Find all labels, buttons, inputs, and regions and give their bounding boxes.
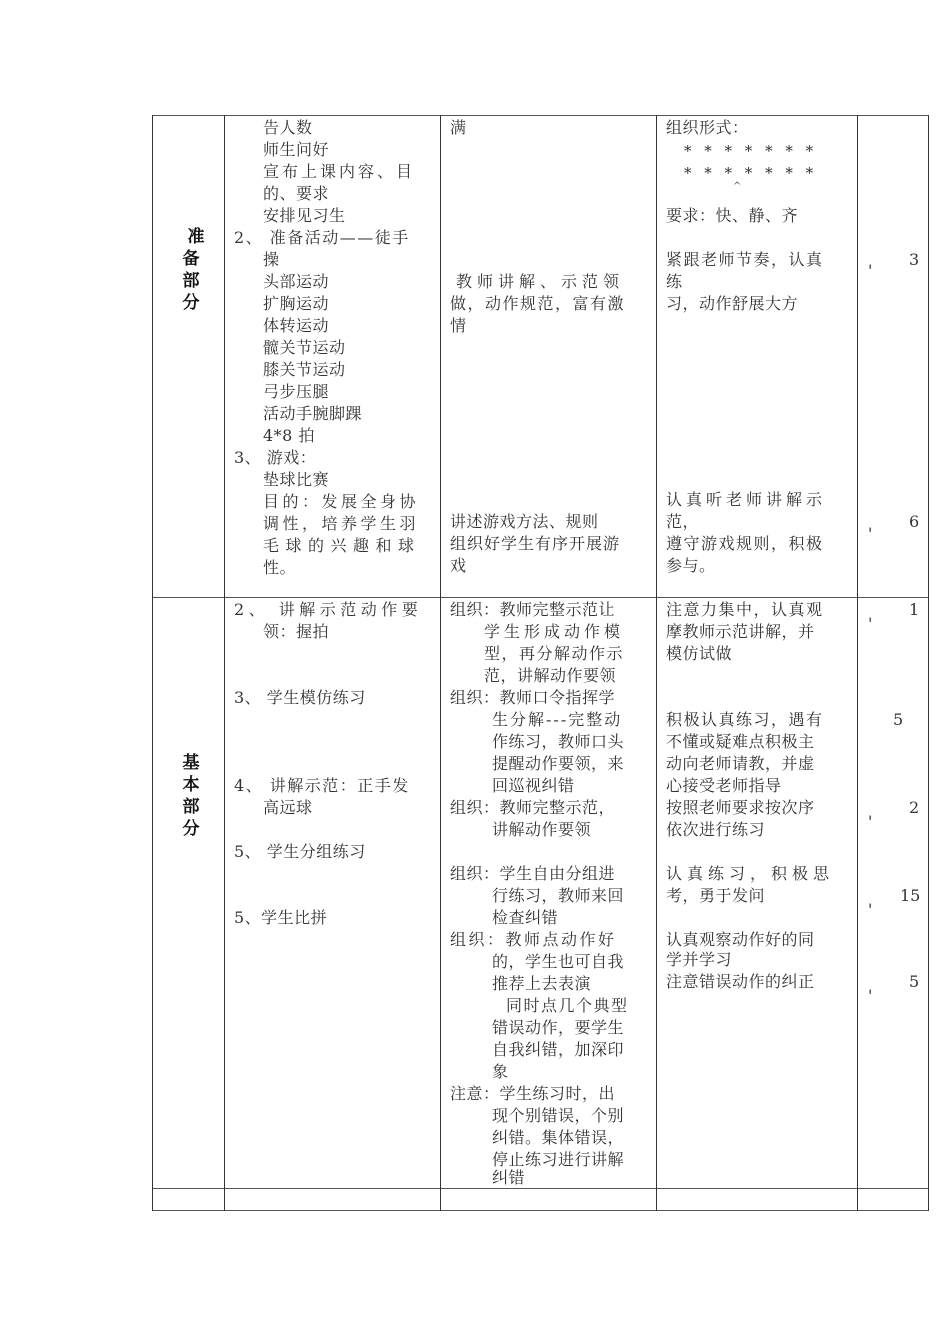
row-divider bbox=[152, 597, 929, 598]
teacher-position-marker: ^ bbox=[733, 181, 742, 192]
teacher-line: 组织：教师完整示范， bbox=[450, 798, 616, 817]
section-title-char: 分 bbox=[182, 819, 200, 839]
teacher-line: 推荐上去表演 bbox=[492, 974, 592, 993]
content-line: 高远球 bbox=[263, 798, 313, 817]
teacher-line: 生分解---完整动 bbox=[492, 710, 623, 729]
content-line: 的、要求 bbox=[263, 184, 330, 203]
student-line: 注意错误动作的纠正 bbox=[666, 972, 815, 991]
student-line: 模仿试做 bbox=[666, 644, 733, 663]
section-title-char: 备 bbox=[182, 249, 200, 269]
column-divider bbox=[440, 115, 441, 1211]
content-line: 扩胸运动 bbox=[263, 294, 330, 313]
student-line: 依次进行练习 bbox=[666, 820, 766, 839]
content-line: 头部运动 bbox=[263, 272, 330, 291]
teacher-line: 组织：教师点动作好 bbox=[450, 930, 617, 949]
teacher-line: 行练习，教师来回 bbox=[492, 886, 625, 905]
student-line: 按照老师要求按次序 bbox=[666, 798, 815, 817]
student-line: 注意力集中，认真观 bbox=[666, 600, 824, 619]
teacher-line: 现个别错误，个别 bbox=[492, 1106, 625, 1125]
student-line: 动向老师请教，并虚 bbox=[666, 754, 815, 773]
content-line: 调性，培养学生羽 bbox=[263, 514, 420, 533]
content-line: 宣布上课内容、目 bbox=[263, 162, 416, 181]
content-line: 5、学生比拼 bbox=[234, 908, 328, 927]
content-line: 4*8 拍 bbox=[263, 426, 315, 445]
section-title-char: 准 bbox=[187, 227, 205, 247]
student-line: 认真听老师讲解示 bbox=[666, 490, 827, 509]
column-divider bbox=[656, 115, 657, 1211]
student-line: 遵守游戏规则，积极 bbox=[666, 534, 824, 553]
content-line: 3、 游戏： bbox=[234, 448, 317, 467]
time-value: 15 bbox=[900, 886, 921, 905]
content-line: 活动手腕脚踝 bbox=[263, 404, 363, 423]
column-divider bbox=[857, 115, 858, 1211]
teacher-line: 做，动作规范，富有激 bbox=[450, 294, 626, 313]
column-divider bbox=[224, 115, 225, 1211]
student-line: 考，勇于发问 bbox=[666, 886, 766, 905]
teacher-line: 纠错 bbox=[492, 1168, 526, 1187]
student-line: 范， bbox=[666, 512, 700, 531]
time-value: 5 bbox=[893, 710, 904, 729]
teacher-line: 纠错。集体错误， bbox=[492, 1128, 625, 1147]
content-line: 5、 学生分组练习 bbox=[234, 842, 366, 861]
student-line: 习，动作舒展大方 bbox=[666, 294, 799, 313]
teacher-line: 注意：学生练习时，出 bbox=[450, 1084, 616, 1103]
section-title-char: 部 bbox=[182, 797, 200, 817]
teacher-line: 提醒动作要领，来 bbox=[492, 754, 625, 773]
student-line: 认真练习，积极思 bbox=[666, 864, 835, 883]
table-bottom-border bbox=[152, 1210, 929, 1211]
teacher-line: 作练习，教师口头 bbox=[492, 732, 625, 751]
content-line: 安排见习生 bbox=[263, 206, 346, 225]
teacher-line: 组织：教师口令指挥学 bbox=[450, 688, 616, 707]
student-line: 学并学习 bbox=[666, 950, 733, 969]
content-line: 3、 学生模仿练习 bbox=[234, 688, 366, 707]
teacher-line: 回巡视纠错 bbox=[492, 776, 575, 795]
teacher-line: 组织好学生有序开展游 bbox=[450, 534, 621, 553]
time-value: 6 bbox=[909, 512, 920, 531]
content-line: 髋关节运动 bbox=[263, 338, 346, 357]
table-top-border bbox=[152, 115, 929, 116]
content-line: 毛球的兴趣和球 bbox=[263, 536, 421, 555]
teacher-line: 范，讲解动作要领 bbox=[484, 666, 617, 685]
student-line: 认真观察动作好的同 bbox=[666, 930, 815, 949]
student-formation-row: * * * * * * * bbox=[684, 164, 818, 182]
time-unit-mark: ' bbox=[868, 900, 873, 919]
time-value: 2 bbox=[909, 798, 920, 817]
time-value: 1 bbox=[909, 600, 920, 619]
content-line: 弓步压腿 bbox=[263, 382, 330, 401]
table-left-border bbox=[152, 115, 153, 1211]
teacher-line: 错误动作，要学生 bbox=[492, 1018, 625, 1037]
teacher-line: 停止练习进行讲解 bbox=[492, 1150, 625, 1169]
teacher-line: 检查纠错 bbox=[492, 908, 559, 927]
content-line: 垫球比赛 bbox=[263, 470, 330, 489]
content-line: 性。 bbox=[263, 558, 297, 577]
teacher-line: 情 bbox=[450, 316, 467, 335]
student-formation-row: * * * * * * * bbox=[684, 142, 818, 160]
student-line: 摩教师示范讲解，并 bbox=[666, 622, 815, 641]
content-line: 操 bbox=[263, 250, 280, 269]
section-title-basic bbox=[176, 752, 206, 840]
content-line: 4、 讲解示范：正手发 bbox=[234, 776, 410, 795]
teacher-line: 讲解动作要领 bbox=[492, 820, 592, 839]
row-divider bbox=[152, 1188, 929, 1189]
section-title-preparation bbox=[176, 226, 206, 314]
org-form-label: 组织形式： bbox=[666, 118, 749, 137]
teacher-line: 讲述游戏方法、规则 bbox=[450, 512, 599, 531]
teacher-line: 的，学生也可自我 bbox=[492, 952, 625, 971]
section-title-char: 分 bbox=[182, 293, 200, 313]
content-line: 师生问好 bbox=[263, 140, 330, 159]
table-right-border bbox=[928, 115, 929, 1211]
student-line: 积极认真练习，遇有 bbox=[666, 710, 824, 729]
section-title-char: 部 bbox=[182, 271, 200, 291]
content-line: 告人数 bbox=[263, 118, 313, 137]
teacher-line: 同时点几个典型 bbox=[506, 996, 629, 1015]
teacher-line: 组织：学生自由分组进 bbox=[450, 864, 616, 883]
student-line: 不懂或疑难点积极主 bbox=[666, 732, 815, 751]
content-line: 膝关节运动 bbox=[263, 360, 346, 379]
teacher-line: 型，再分解动作示 bbox=[484, 644, 625, 663]
time-unit-mark: ' bbox=[868, 812, 873, 831]
content-line: 2、 准备活动——徒手 bbox=[234, 228, 410, 247]
time-unit-mark: ' bbox=[868, 261, 873, 280]
time-unit-mark: ' bbox=[868, 524, 873, 543]
content-line: 2、 讲解示范动作要 bbox=[234, 600, 423, 619]
content-line: 领：握拍 bbox=[263, 622, 330, 641]
teacher-line: 教师讲解、示范领 bbox=[456, 272, 625, 291]
teacher-line: 学生形成动作模 bbox=[484, 622, 625, 641]
student-line: 练 bbox=[666, 272, 683, 291]
content-line: 体转运动 bbox=[263, 316, 330, 335]
time-unit-mark: ' bbox=[868, 614, 873, 633]
teacher-line: 满 bbox=[450, 118, 467, 137]
section-title-char: 本 bbox=[182, 775, 200, 795]
student-line: 参与。 bbox=[666, 556, 716, 575]
teacher-line: 戏 bbox=[450, 556, 467, 575]
student-line: 心接受老师指导 bbox=[666, 776, 782, 795]
teacher-line: 象 bbox=[492, 1062, 509, 1081]
time-unit-mark: ' bbox=[868, 986, 873, 1005]
teacher-line: 组织：教师完整示范让 bbox=[450, 600, 616, 619]
teacher-line: 自我纠错，加深印 bbox=[492, 1040, 625, 1059]
student-line: 紧跟老师节奏，认真 bbox=[666, 250, 824, 269]
content-line: 目的：发展全身协 bbox=[263, 492, 420, 511]
section-title-char: 基 bbox=[182, 753, 200, 773]
time-value: 5 bbox=[909, 972, 920, 991]
time-value: 3 bbox=[909, 250, 920, 269]
requirement-text: 要求：快、静、齐 bbox=[666, 206, 799, 225]
